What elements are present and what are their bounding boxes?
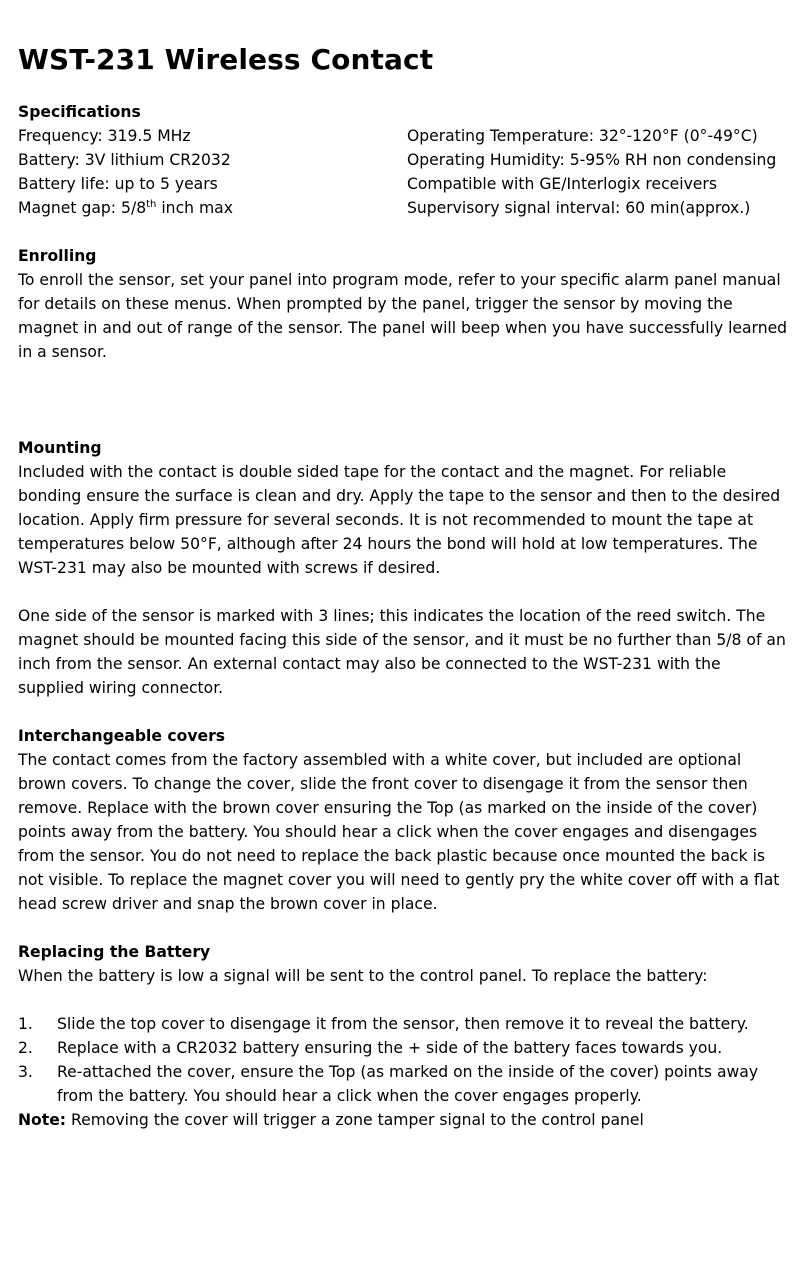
spec-battery: Battery: 3V lithium CR2032 xyxy=(18,151,231,169)
battery-heading: Replacing the Battery xyxy=(18,943,211,961)
battery-note xyxy=(18,1108,790,1132)
battery-intro: When the battery is low a signal will be sent to the control panel. To replace the battery: xyxy=(18,967,708,985)
battery-steps-list xyxy=(18,1012,790,1108)
list-item-text: Re-attached the cover, ensure the Top (as marked on the inside of the cover) points away from the battery. You should hear a click when the cover engages properly. xyxy=(57,1063,759,1105)
spec-magnet-gap-sup: th xyxy=(146,198,157,210)
covers-text: The contact comes from the factory assembled with a white cover, but included are optional brown covers. To change the cover, slide the front cover to disengage it from the sensor then remove. Replace with the brown cover ensuring the Top (as marked on the inside of the cover) points away from the battery. You should hear a click when the cover engages and disengages from the sensor. You do not need to replace the back plastic because once mounted the back is not visible. To replace the magnet cover you will need to gently pry the white cover off with a flat head screw driver and snap the brown cover in place. xyxy=(18,751,780,913)
mounting-heading: Mounting xyxy=(18,439,102,457)
spec-operating-humidity: Operating Humidity: 5-95% RH non condensing xyxy=(407,151,777,169)
spec-battery-life: Battery life: up to 5 years xyxy=(18,175,218,193)
covers-heading: Interchangeable covers xyxy=(18,727,226,745)
spec-compatible: Compatible with GE/Interlogix receivers xyxy=(407,175,717,193)
list-item-number: 1. xyxy=(18,1015,33,1033)
spec-frequency: Frequency: 319.5 MHz xyxy=(18,127,191,145)
spec-magnet-gap-prefix: Magnet gap: 5/8 xyxy=(18,199,147,217)
spec-magnet-gap xyxy=(18,196,407,220)
note-text: Removing the cover will trigger a zone tamper signal to the control panel xyxy=(66,1111,644,1129)
list-item-number: 2. xyxy=(18,1039,33,1057)
page-title: WST-231 Wireless Contact xyxy=(18,43,434,76)
spec-magnet-gap-suffix: inch max xyxy=(156,199,233,217)
list-item-number: 3. xyxy=(18,1063,33,1081)
battery-section xyxy=(18,940,790,1132)
spec-operating-temperature: Operating Temperature: 32°-120°F (0°-49°C) xyxy=(407,127,758,145)
specifications-heading: Specifications xyxy=(18,103,141,121)
list-item xyxy=(18,1012,790,1036)
spec-supervisory: Supervisory signal interval: 60 min(approx.) xyxy=(407,199,751,217)
specifications-grid xyxy=(18,124,790,220)
enrolling-section xyxy=(18,244,790,364)
note-label: Note: xyxy=(18,1111,67,1129)
list-item xyxy=(18,1036,790,1060)
mounting-text-2: One side of the sensor is marked with 3 lines; this indicates the location of the reed switch. The magnet should be mounted facing this side of the sensor, and it must be no further than 5/8 of an inch from the sensor. An external contact may also be connected to the WST-231 with the supplied wiring connector. xyxy=(18,607,786,697)
mounting-section xyxy=(18,436,790,700)
mounting-text-1: Included with the contact is double sided tape for the contact and the magnet. For reliable bonding ensure the surface is clean and dry. Apply the tape to the sensor and then to the desired location. Apply firm pressure for several seconds. It is not recommended to mount the tape at temperatures below 50°F, although after 24 hours the bond will hold at low temperatures. The WST-231 may also be mounted with screws if desired. xyxy=(18,463,781,577)
list-item-text: Replace with a CR2032 battery ensuring the + side of the battery faces towards you. xyxy=(57,1039,723,1057)
enrolling-text: To enroll the sensor, set your panel into program mode, refer to your specific alarm panel manual for details on these menus. When prompted by the panel, trigger the sensor by moving the magnet in and out of range of the sensor. The panel will beep when you have successfully learned in a sensor. xyxy=(18,271,788,361)
enrolling-heading: Enrolling xyxy=(18,247,97,265)
list-item-text: Slide the top cover to disengage it from the sensor, then remove it to reveal the battery. xyxy=(57,1015,749,1033)
specifications-section xyxy=(18,100,790,220)
list-item xyxy=(18,1060,790,1108)
covers-section xyxy=(18,724,790,916)
